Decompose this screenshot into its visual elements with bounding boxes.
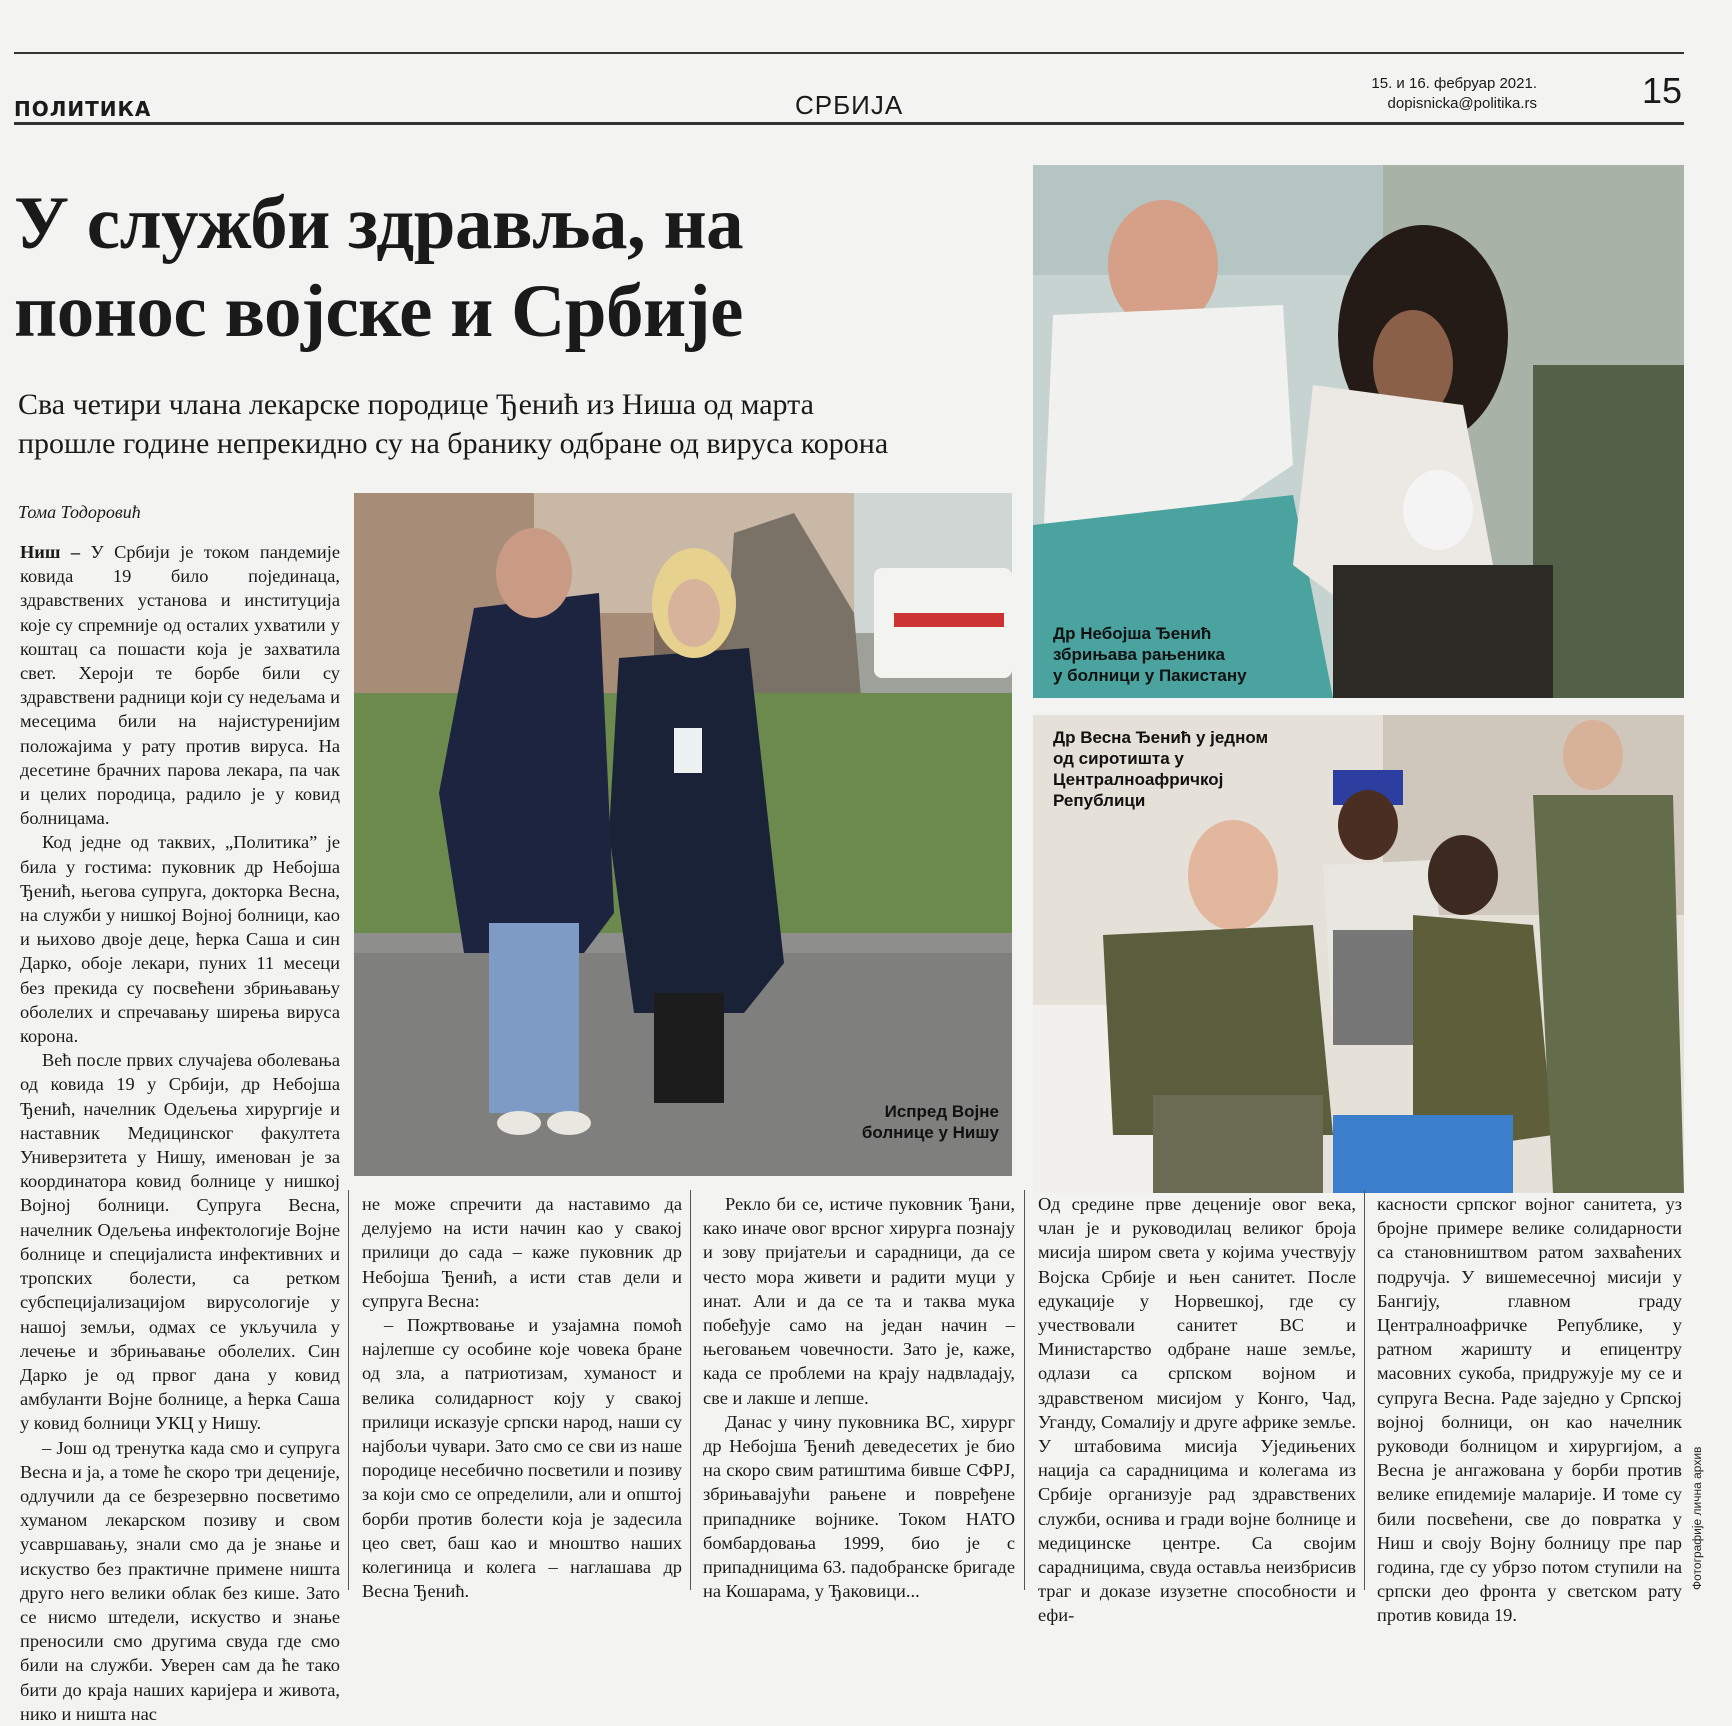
couple-photo-illustration [354,493,1012,1176]
date-email-box [1371,74,1537,114]
column-divider [690,1190,691,1590]
caption-line: збрињава рањеника [1053,645,1226,664]
paragraph: Рекло би се, истиче пуковник Ђани, како иначе овог врсног хирурга познају и зову пријатељи и сарадници, да се често мора живети и радити муци у инат. Али и да се та и таква мука побеђује само на један начин – његовањем човечности. Зато је, каже, када се проблеми на крају надвладају, све и лакше и лепше. [703,1194,1015,1408]
main-photo [354,493,1012,1176]
headline [14,180,1014,356]
article-column-3 [703,1192,1015,1603]
caption-line: Републици [1053,791,1146,810]
byline: Тома Тодоровић [18,502,141,522]
paragraph: Код једне од таквих, „Политика” је била у гостима: пуковник др Небојша Ђенић, његова супруга, докторка Весна, на служби у нишкој Војној болници, као и њихово двоје деце, ћерка Саша и син Дарко, обоје лекари, пуних 11 месеци без прекида су посвећени збрињавању оболелих и спречавању ширења вируса корона. [20,832,340,1047]
paragraph [20,540,340,830]
dateline: Ниш – [20,542,81,562]
article-column-5 [1377,1192,1682,1628]
caption-line: Централноафричкој [1053,770,1224,789]
paragraph: – Још од тренутка када смо и супруга Весна и ја, а томе ће скоро три деценије, одлучили да се безрезервно посветимо хуманом лекарском позиву и свом усавршавању, знали смо да је знање и искуство без практичне примене ништа друго него велики облак без кише. Зато се нисмо штедели, искуство и знање преносили смо другима свуда где смо били на служби. Уверен сам да ће тако бити до краја наших каријера и живота, нико и ништа нас [20,1437,340,1724]
pakistan-photo [1033,165,1684,698]
surgeon-photo-illustration [1033,165,1684,698]
issue-date: 15. и 16. фебруар 2021. [1371,75,1537,92]
column-divider [348,1190,349,1590]
paragraph: касности српског војног санитета, уз бројне примере велике солидарности са становништвом ратом захваћених подручја. У вишемесечној мисији у Бангију, главном граду Централноафричке Републике, у ратном жаришту и епицентру масовних сукоба, придружује му се и супруга Весна. Раде заједно у Српској војној болници, он као начелник руководи болницом и хирургијом, а Весна је ангажована у борби против велике епидемије маларије. И томе су били посвећени, све до повратка у Ниш и своју Војну болницу пре пар година, где су убрзо потом ступили на српски део фронта у светском рату против ковида 19. [1377,1194,1682,1626]
caption-line: Испред Војне [884,1102,999,1121]
caption-line: у болници у Пакистану [1053,666,1247,685]
car-photo-caption [1053,727,1268,811]
top-rule [14,52,1684,54]
caption-line: болнице у Нишу [861,1123,999,1142]
column-divider [1024,1190,1025,1590]
caption-line: од сиротишта у [1053,749,1184,768]
article-column-2 [362,1192,682,1603]
newspaper-logo: ПОЛИТИКА [14,97,152,121]
paragraph: не може спречити да наставимо да делујемо на исти начин као у свакој прилици до сада – каже пуковник др Небојша Ђенић, а исти став дели и супруга Весна: [362,1194,682,1311]
headline-line: У служби здравља, на [14,182,744,265]
caption-line: Др Небојша Ђенић [1053,624,1212,643]
paragraph-text: У Србији је током пандемије ковида 19 било појединаца, здравствених установа и институција које су спремније од осталих ухватили у коштац са пошасти која је захватила свет. Хероји те борбе били су здравствени радници који су недељама и месецима били на најистуренијим положајима у рату против вируса. На десетине брачних парова лекара, па чак и целих породица, радило је у ковид болницама. [20,542,340,829]
caption-line: Др Весна Ђенић у једном [1053,728,1269,747]
deck-line: Сва четири члана лекарске породице Ђенић из Ниша од марта [18,388,814,421]
paragraph: – Пожртвовање и узајамна помоћ најлепше су особине које човека бране од зла, а патриотизам, хуманост и велика солидарност коју у свакој прилици исказује српски народ, наши су најбољи чувари. Зато смо се сви из наше породице несебично посветили и позиву за који смо се определили, али и општој борби против болести која је задесила цео свет, баш као и мноштво наших колегиница и колега – наглашава др Весна Ђенић. [362,1315,682,1602]
paragraph: Данас у чину пуковника ВС, хирург др Небојша Ђенић деведесетих је био на скоро свим ратиштима бивше СФРЈ, збрињавајући рањене и повређене припаднике војнике. Током НАТО бомбардовања 1999, био је с припадницима 63. падобранске бригаде на Кошарама, у Ђаковици... [703,1411,1015,1602]
deck-line: прошле године непрекидно су на бранику одбране од вируса корона [18,427,889,460]
article-column-1 [20,540,340,1726]
photo-credit: Фотографије лична архив [1690,1446,1704,1590]
car-photo [1033,715,1684,1193]
column-divider [1364,1190,1365,1590]
masthead-rule [14,122,1684,125]
contact-email: dopisnicka@politika.rs [1387,95,1537,112]
paragraph: Од средине прве деценије овог века, члан је и руководилац великог броја мисија широм света у којима учествују Војска Србије и њен санитет. После едукације у Норвешкој, где су учествовали санитет ВС и Министарство одбране наше земље, одлази са српском војном и здравственом мисијом у Конго, Чад, Уганду, Сомалију и друге африке земље. У штабовима мисија Уједињених нација са сарадницима и колегама из Србије организује рад здравствених служби, оснива и гради војне болнице и медицинске центре. Са својим сарадницима, свуда оставља неизбрисив траг и доказе изузетне способности и ефи- [1038,1194,1356,1626]
pakistan-photo-caption [1053,623,1247,686]
paragraph: Већ после првих случајева оболевања од ковида 19 у Србији, др Небојша Ђенић, начелник Одељења хирургије и наставник Медицинског факултета Универзитета у Нишу, именован је за координатора ковид болнице у нишкој Војној болници. Супруга Весна, начелник Одељења инфектологије Војне болнице и специјалиста инфективних и тропских болести, са ретком субспецијализацијом вирусологије у нашој земљи, одмах се укључила у лечење и збрињавање оболелих. Син Дарко је од првог дана у ковид амбуланти Војне болнице, а ћерка Саша у ковид болници УКЦ у Нишу. [20,1050,340,1434]
article-column-4 [1038,1192,1356,1628]
section-title: СРБИЈА [795,90,904,120]
main-photo-caption [859,1101,999,1143]
deck [18,385,1023,463]
headline-line: понос војске и Србије [14,270,743,353]
page-number: 15 [1642,70,1683,111]
